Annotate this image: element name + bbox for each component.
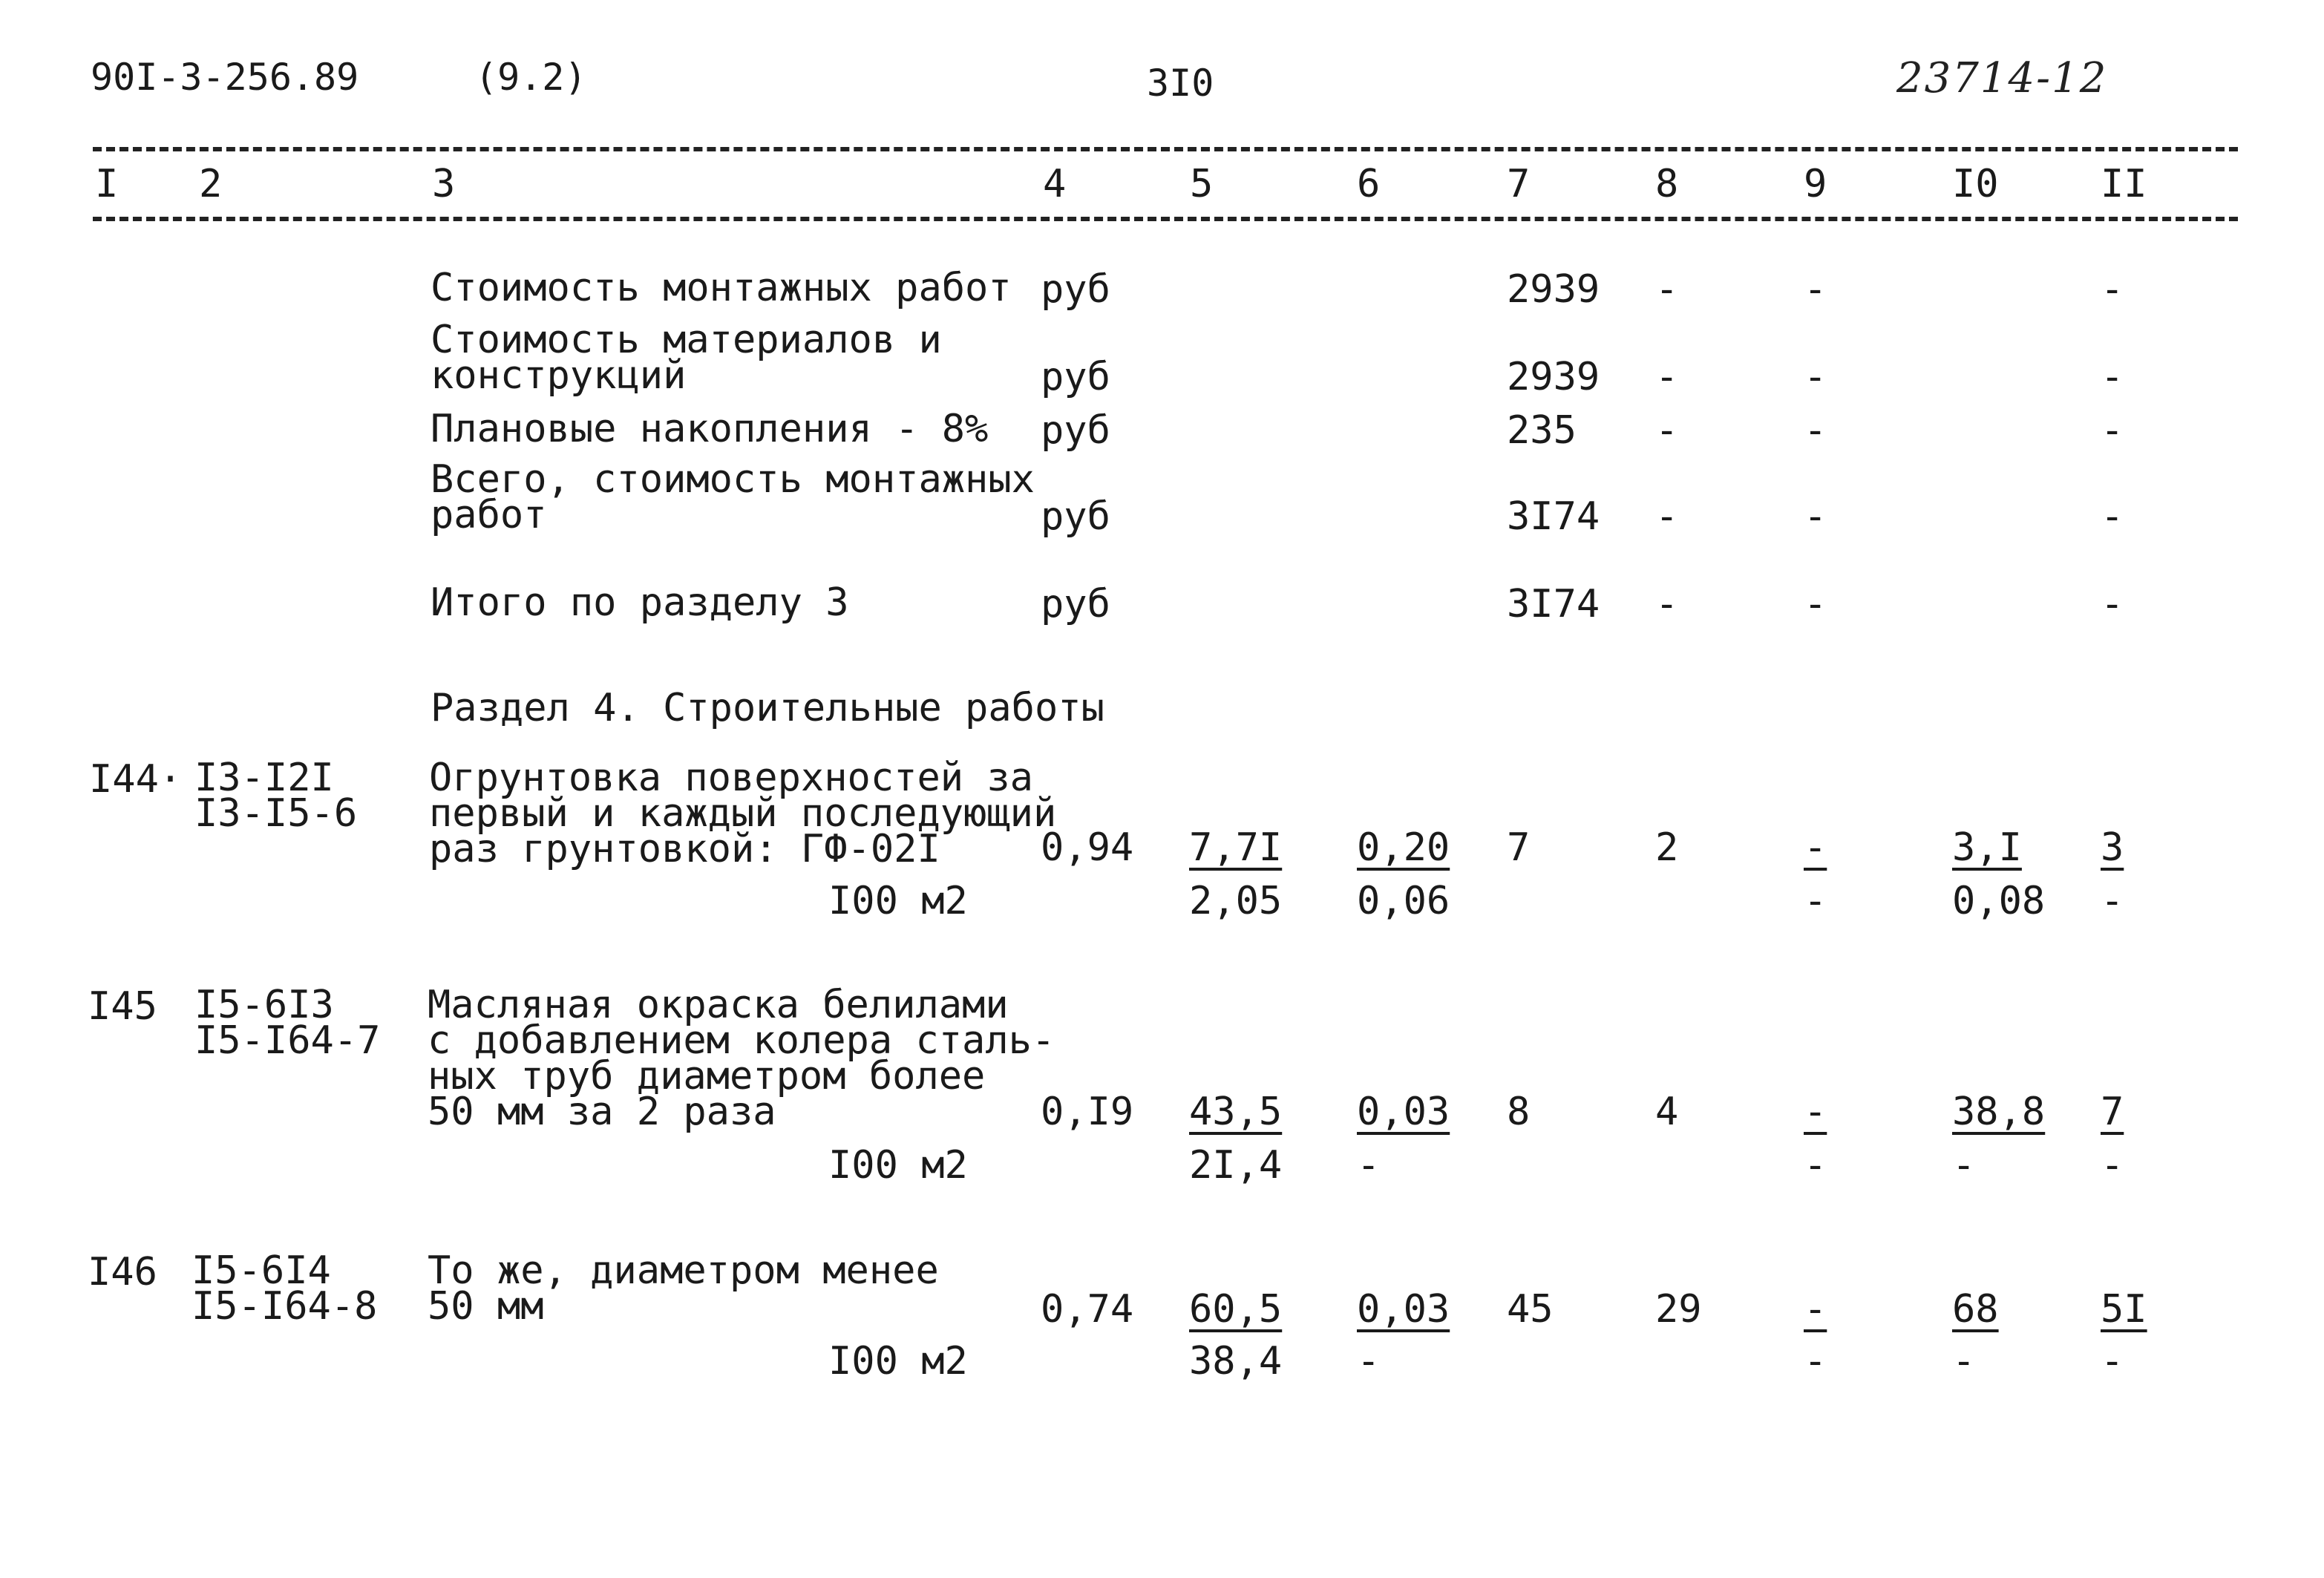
summary-col9: - [1804, 408, 1827, 453]
summary-col7: 2939 [1507, 267, 1600, 312]
summary-col8: - [1655, 355, 1679, 399]
item-col9-top: - [1804, 1287, 1827, 1332]
summary-col11: - [2101, 267, 2124, 312]
item-col8: 2 [1655, 825, 1679, 870]
col-header-10: I0 [1952, 162, 1999, 206]
summary-label: Стоимость монтажных работ [431, 266, 1012, 310]
summary-col7: 3I74 [1507, 494, 1600, 539]
summary-col11: - [2101, 582, 2124, 626]
item-col6-top: 0,03 [1357, 1090, 1450, 1134]
item-col11-top: 7 [2101, 1090, 2124, 1134]
item-unit: I00 м2 [828, 879, 968, 923]
item-col5-top: 43,5 [1189, 1090, 1283, 1134]
summary-col9: - [1804, 582, 1827, 626]
col-header-2: 2 [199, 162, 223, 206]
item-col7: 45 [1507, 1287, 1554, 1332]
item-col11-bottom: - [2101, 879, 2124, 923]
col-header-7: 7 [1507, 162, 1531, 206]
item-col7: 7 [1507, 825, 1531, 870]
summary-col11: - [2101, 494, 2124, 539]
item-col5-bottom: 2I,4 [1189, 1143, 1283, 1188]
summary-unit: руб [1041, 355, 1110, 399]
col-header-5: 5 [1190, 162, 1214, 206]
item-col5-bottom: 38,4 [1189, 1339, 1283, 1384]
item-col9-bottom: - [1804, 1339, 1827, 1384]
item-number: I45 [88, 984, 157, 1029]
item-number: I46 [88, 1250, 157, 1294]
summary-col8: - [1655, 408, 1679, 453]
item-col8: 29 [1655, 1287, 1702, 1332]
item-col6-bottom: 0,06 [1357, 879, 1450, 923]
summary-col7: 2939 [1507, 355, 1600, 399]
summary-label: Стоимость материалов и конструкций [431, 318, 942, 398]
item-col5-bottom: 2,05 [1189, 879, 1283, 923]
item-number: I44· [89, 757, 183, 802]
item-col6-bottom: - [1357, 1339, 1381, 1384]
summary-unit: руб [1041, 494, 1110, 539]
item-col6-top: 0,20 [1357, 825, 1450, 870]
col-header-6: 6 [1357, 162, 1381, 206]
item-code: I5-6I3 I5-I64-7 [194, 983, 381, 1063]
item-col7: 8 [1507, 1090, 1531, 1134]
item-col11-top: 3 [2101, 825, 2124, 870]
item-col8: 4 [1655, 1090, 1679, 1134]
summary-unit: руб [1041, 582, 1110, 626]
handwritten-number: 23714-12 [1896, 54, 2108, 102]
summary-unit: руб [1041, 408, 1110, 453]
item-col10-top: 38,8 [1952, 1090, 2046, 1134]
item-description: Огрунтовка поверхностей за первый и каждый последующий раз грунтовкой: ГФ-02I [429, 756, 1057, 871]
summary-col9: - [1804, 267, 1827, 312]
item-col10-top: 68 [1952, 1287, 1999, 1332]
item-col10-bottom: 0,08 [1952, 879, 2046, 923]
item-col11-top: 5I [2101, 1287, 2147, 1332]
summary-col8: - [1655, 582, 1679, 626]
summary-col7: 235 [1507, 408, 1577, 453]
summary-label: Итого по разделу 3 [431, 580, 849, 625]
item-col11-bottom: - [2101, 1143, 2124, 1188]
summary-col9: - [1804, 494, 1827, 539]
item-col11-bottom: - [2101, 1339, 2124, 1384]
summary-label: Всего, стоимость монтажных работ [431, 457, 1035, 537]
summary-col7: 3I74 [1507, 582, 1600, 626]
item-code: I5-6I4 I5-I64-8 [192, 1248, 378, 1329]
item-quantity: 0,I9 [1041, 1090, 1134, 1134]
header-top-rule [93, 147, 2238, 151]
item-description: То же, диаметром менее 50 мм [428, 1248, 939, 1329]
item-col10-top: 3,I [1952, 825, 2022, 870]
item-col6-top: 0,03 [1357, 1287, 1450, 1332]
item-unit: I00 м2 [828, 1339, 968, 1384]
item-col9-bottom: - [1804, 1143, 1827, 1188]
item-description: Масляная окраска белилами с добавлением колера сталь- ных труб диаметром более 50 мм за 2 раза [428, 983, 1055, 1134]
col-header-9: 9 [1804, 162, 1827, 206]
summary-col8: - [1655, 494, 1679, 539]
summary-col11: - [2101, 408, 2124, 453]
item-col10-bottom: - [1952, 1143, 1976, 1188]
item-col9-bottom: - [1804, 879, 1827, 923]
item-code: I3-I2I I3-I5-6 [194, 756, 358, 836]
summary-col9: - [1804, 355, 1827, 399]
doc-code: 90I-3-256.89 [91, 56, 359, 99]
col-header-4: 4 [1043, 162, 1067, 206]
item-col9-top: - [1804, 825, 1827, 870]
item-unit: I00 м2 [828, 1143, 968, 1188]
col-header-8: 8 [1655, 162, 1679, 206]
col-header-1: I [95, 162, 119, 206]
summary-unit: руб [1041, 267, 1110, 312]
item-col5-top: 7,7I [1189, 825, 1283, 870]
summary-label: Плановые накопления - 8% [431, 407, 989, 451]
doc-part: (9.2) [475, 56, 587, 99]
item-quantity: 0,74 [1041, 1287, 1134, 1332]
item-col5-top: 60,5 [1189, 1287, 1283, 1332]
item-col9-top: - [1804, 1090, 1827, 1134]
col-header-3: 3 [432, 162, 456, 206]
summary-col11: - [2101, 355, 2124, 399]
summary-col8: - [1655, 267, 1679, 312]
item-col6-bottom: - [1357, 1143, 1381, 1188]
page-number: 3I0 [1147, 62, 1214, 105]
col-header-11: II [2101, 162, 2147, 206]
item-col10-bottom: - [1952, 1339, 1976, 1384]
header-bottom-rule [93, 217, 2238, 221]
item-quantity: 0,94 [1041, 825, 1134, 870]
section-title: Раздел 4. Строительные работы [431, 686, 1104, 730]
